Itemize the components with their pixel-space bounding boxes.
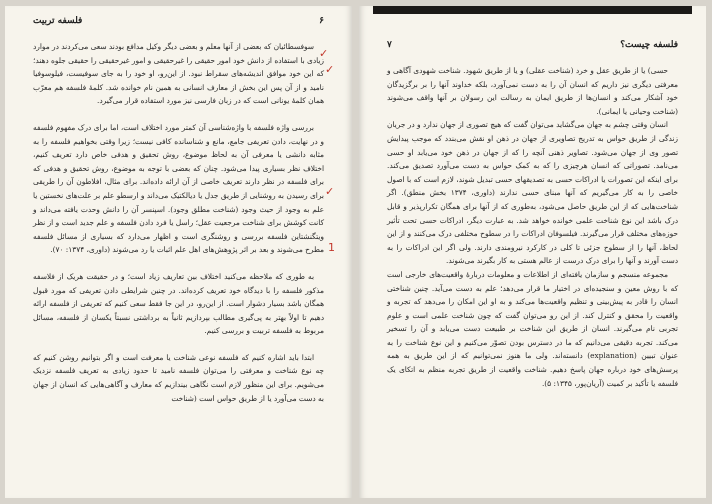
paragraph: حسی) یا از طریق عقل و خرد (شناخت عقلی) و یا از طریق شهود. شناخت شهودی آگاهی و معرفتی دیگری نیز داریم که انسان آن را به دست نمی‌آورد، بلکه خداوند آنها را بر برگزیدگان خود آشکار می‌کند و انسان‌ها از طریق ایمان به رسالت این رسولان بر آنها واقف می‌شوند (شناخت وحیانی یا ایمانی). xyxy=(387,66,678,116)
paragraph: سوفسطائیان که بعضی از آنها معلم و بعضی دیگر وکیل مدافع بودند سعی می‌کردند در موارد زیادی با استفاده از دانش خود امور حقیقی را غیرحقیقی و امور غیرحقیقی را حقیقی جلوه دهند؛ که این خود موافق اندیشه‌های سقراط نبود. از این‌رو، او خود را به جای سوفیست، فیلوسوفیا نامید و از آن پس این بخش از معارف انسانی به همین نام خوانده شد. کلمهٔ فلسفه هم معرّب همان کلمهٔ یونانی است که در زبان فارسی نیز مورد استفاده قرار می‌گیرد. xyxy=(33,42,324,106)
page-header xyxy=(33,14,324,28)
margin-number-mark: 1 xyxy=(328,241,335,254)
check-mark-icon: ✓ xyxy=(325,185,335,198)
running-title: فلسفه چیست؟ xyxy=(620,40,678,50)
page-number: ۷ xyxy=(387,40,392,50)
running-title: فلسفه تربیت xyxy=(33,16,83,26)
paragraph: انسان وقتی چشم به جهان می‌گشاید می‌توان گفت که هیچ تصوری از جهان ندارد و در جریان زندگی از طریق حواس به تدریج تصاویری از جهان در ذهن او نقش می‌بندد که موجب پیدایش تصور وی از جهان می‌شود. تصاویر ذهنی آنچه را که از جهان در ذهن خود می‌یابد او حسی می‌نامد. تصوراتی که انسان هرچیزی را که به کمک حواس به دست می‌آورد تصدیق می‌کند. برای اینکه این تصورات یا ادراکات حسی به تصدیقهای حسی تبدیل شوند، لازم است که با اصول خاصی را به کار می‌گیریم که آنها مبنای حسی ندارند (داوری، ۱۳۷۴ بخش منطق). اگر شناخت‌هایی که از این طریق حاصل می‌شود، به‌طوری که از آنها برای همگان تکرارپذیر و قابل درک باشد این نوع شناخت علمی خوانده خواهد شد. به عبارت دیگر، ادراکات حسی تحت تأثیر حوزه‌های مختلف قرار می‌گیرند. فیلسوفان ادراکات را در سطوح مختلفی درک می‌کنند و از این لحاظ، آنها را از سطوح جزئی تا کلی در کارکرد نیرومندی دارند. ولی اگر این ادراکات را به دست آورند و آنها را برای درک درست از عالم هستی به کار بگیرند می‌شوند. xyxy=(387,120,678,266)
check-mark-icon: ✓ xyxy=(319,47,329,60)
page-header xyxy=(387,38,678,52)
paragraph: بررسی واژه فلسفه با واژه‌شناسی آن کمتر مورد اختلاف است، اما برای درک مفهوم فلسفه و در نهایت، دادن تعریفی جامع، مانع و شناسانده کافی نیست؛ زیرا وقتی بخواهیم فلسفه را به مثابه دانشی یا معرفی آن به لحاظ موضوع، روش تحقیق و هدفی خاص دارد تعریف کنیم، اختلاف نظر بسیاری پیدا می‌شود. چنان که بعضی با توجه به موضوع، روش تحقیق و هدفی که برای فلسفه در نظر دارند تعریف خاصی از آن ارائه داده‌اند. برای مثال، افلاطون آن را طریقی برای رسیدن به روشنایی از طریق جدل یا دیالکتیک می‌داند و ارسطو علم بر علت‌های نخستین یا علم به وجود از حیث وجود (شناخت مطلق وجود). اسپنسر آن را دانش وحدت یافته می‌داند و کانت کوشش برای شناخت مرجعیت عقل؛ راسل یا فرد دادن فلسفه و علم جدید است و از نظر ویتگنشتاین فلسفه بررسی و روشنگری است و اظهار می‌دارد که بسیاری از مسائل فلسفه مطرح می‌شوند و بعد بر اثر پژوهش‌های اهل علم اثبات یا رد می‌شوند (داوری، ۱۳۷۴: ۷۰). xyxy=(33,122,324,255)
page-number: ۶ xyxy=(319,16,324,26)
paragraph: به طوری که ملاحظه می‌کنید اختلاف بین تعاریف زیاد است؛ و در حقیقت هریک از فلاسفه مذکور فلسفه را با دیدگاه خود تعریف کرده‌اند. در چنین شرایطی دادن تعریفی که مورد قبول همگان باشد بسیار دشوار است. از این‌رو، در این جا فقط سعی کنیم که تعریفی از فلسفه ارائه دهیم تا اولاً بهتر به پی‌گیری مطالب بپردازیم ثانیاً به برداشتی نسبتاً یکسان از فلسفه، مسائل مربوط به فلسفه تربیت و بررسی کنیم. xyxy=(33,271,324,336)
top-edge-bar xyxy=(373,6,692,14)
right-page xyxy=(359,6,706,498)
left-page xyxy=(5,6,352,498)
page-body xyxy=(387,64,678,390)
page-body xyxy=(33,40,324,405)
paragraph: مجموعه منسجم و سازمان یافته‌ای از اطلاعات و معلومات دربارهٔ واقعیت‌های خارجی است که با روش معین و سنجیده‌ای در اختیار ما قرار می‌دهد؛ علم به دست می‌آید. چنین شناختی انسان را قادر به پیش‌بینی و تنظیم واقعیت‌ها می‌کند و به او این امکان را می‌دهد که تجربه و واقعیت را محقق و کنترل کند. از این رو می‌توان گفت که چون شناخت علمی است و علوم تجربی نام می‌گیرند. انسان از طریق این شناخت بر طبیعت دست می‌یابد و آن را تسخیر می‌کند. تجربه دقیقی می‌دانیم که ما در دسترس بودن تصوّر می‌کنیم و این نوع شناخت را به عنوان تبیین (explanation) دانسته‌اند. ولی ما هنوز نمی‌توانیم که از این طریق به همه پرسش‌های خود درباره جهان پاسخ دهیم. شناخت واقعیت از طریق تجربه منظم به اتکای یک فلسفه یا تأکید بر کمیت (آریان‌پور، ۱۳۴۵: ۵). xyxy=(387,269,678,388)
check-mark-icon: ✓ xyxy=(325,63,335,76)
paragraph: ابتدا باید اشاره کنیم که فلسفه نوعی شناخت یا معرفت است و اگر بتوانیم روشن کنیم که چه نوع شناخت و معرفتی را می‌توان فلسفه نامید تا حدود زیادی به تعریف فلسفه نزدیک می‌شویم. برای این منظور لازم است نگاهی بیندازیم که معارف و آگاهی‌هایی که انسان از جهان به دست می‌آورد یا از طریق حواس است (شناخت xyxy=(33,352,324,403)
